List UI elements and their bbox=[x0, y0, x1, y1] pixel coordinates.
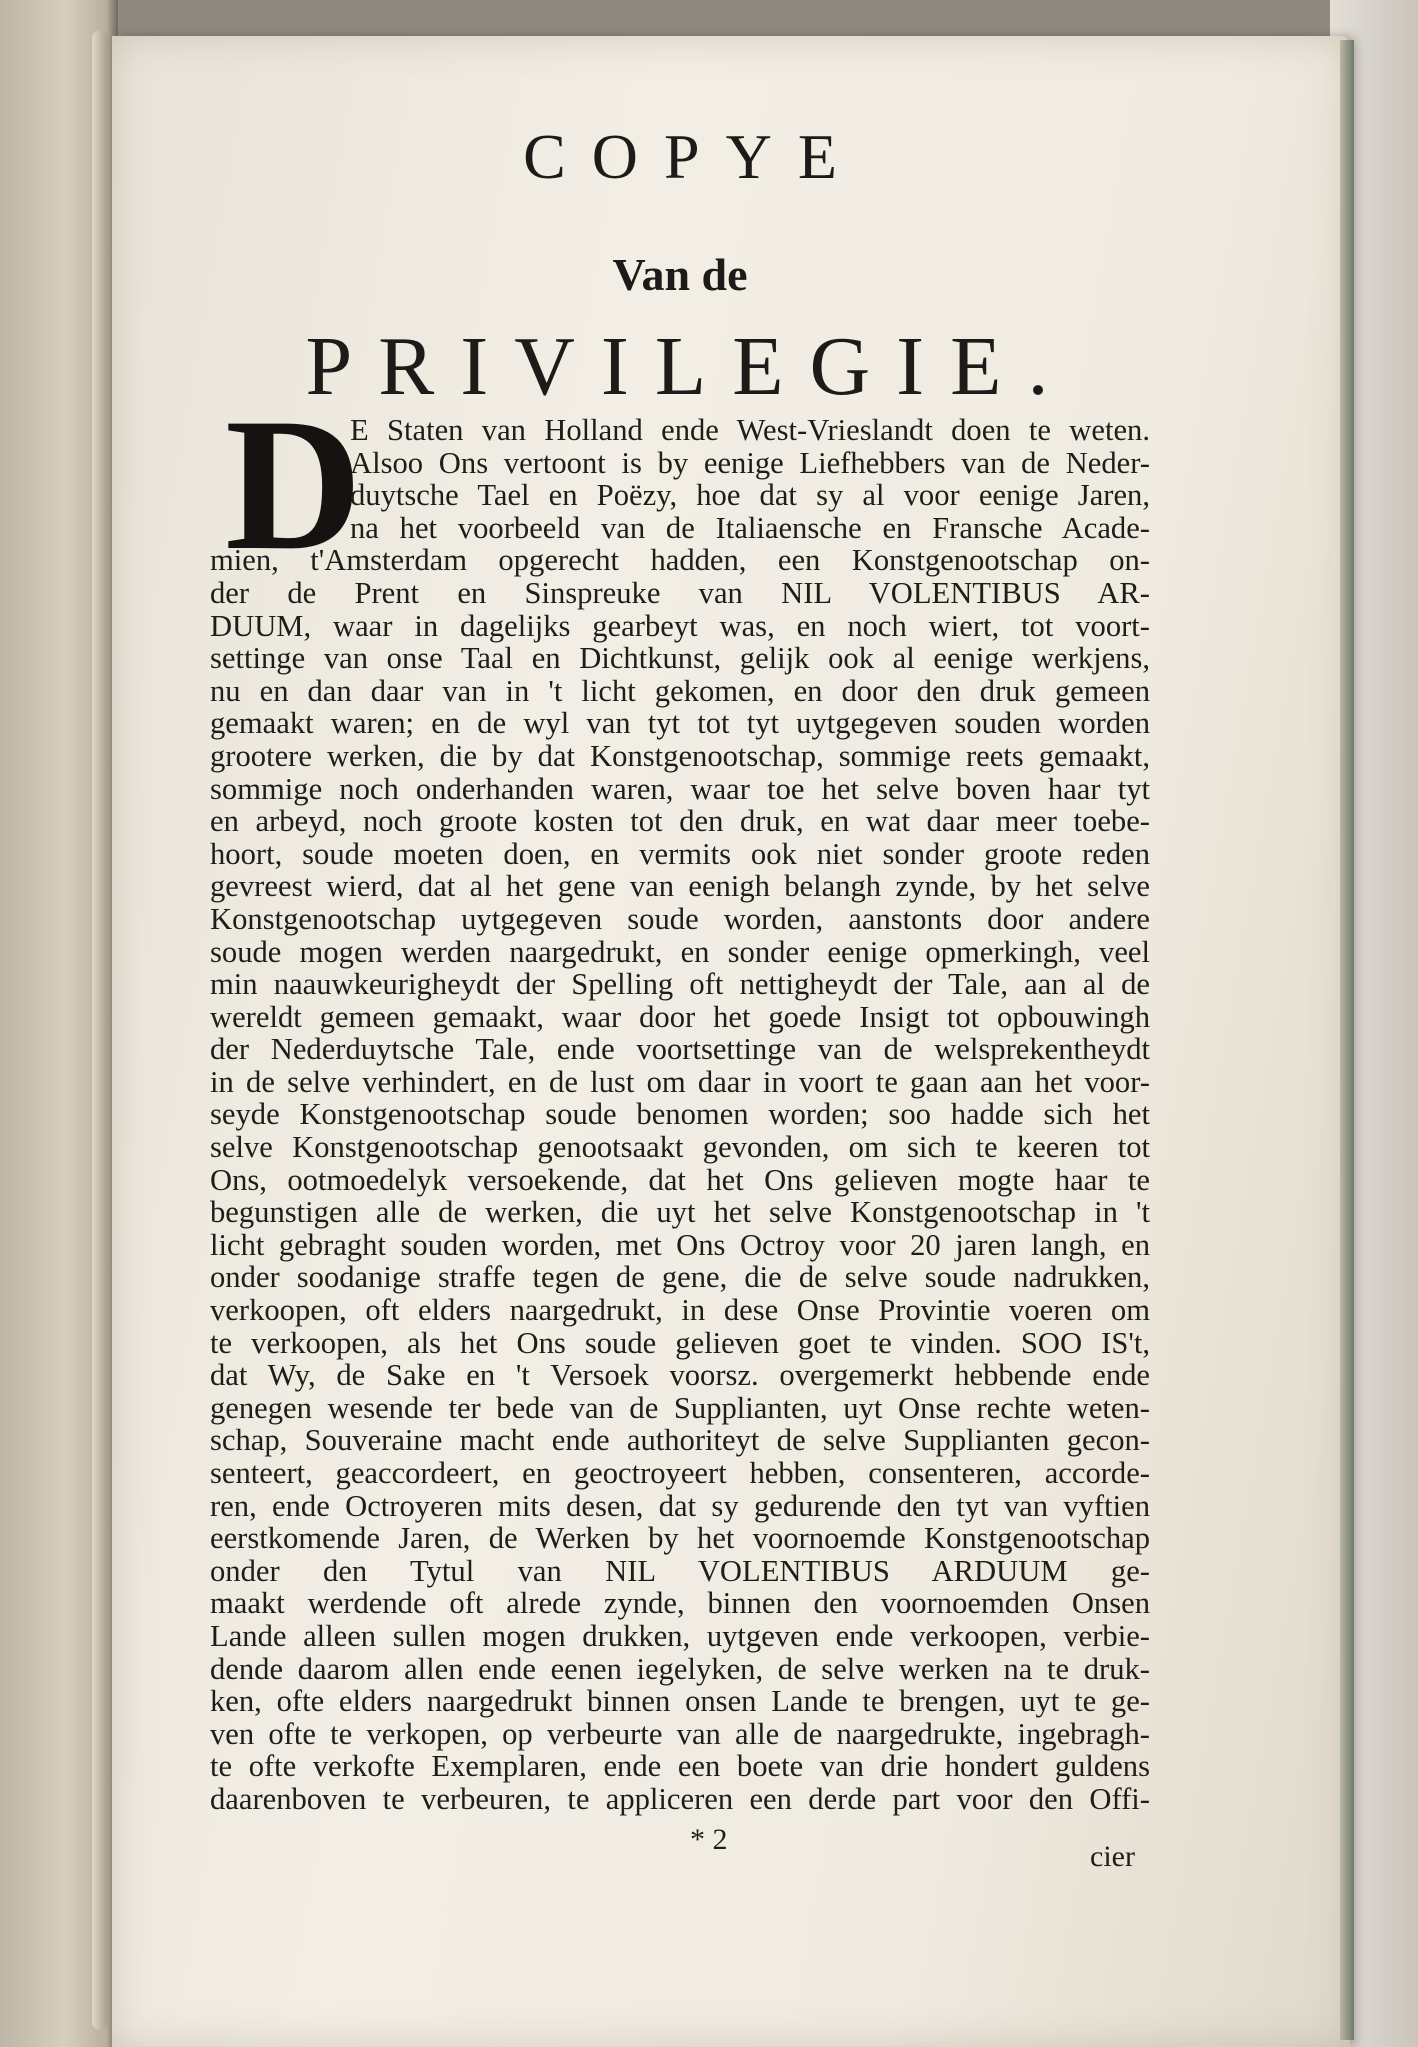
heading-privilegie: PRIVILEGIE. bbox=[305, 320, 1075, 413]
text-line: duytsche Tael en Poëzy, hoe dat sy al voor eenige Jaren, bbox=[350, 478, 1150, 513]
text-line: hoort, soude moeten doen, en vermits ook niet sonder groote reden bbox=[210, 836, 1150, 871]
text-line: Lande alleen sullen mogen drukken, uytgeven ende verkoopen, verbie- bbox=[210, 1618, 1150, 1653]
text-line: E Staten van Holland ende West-Vrieslandt doen te weten. bbox=[350, 413, 1150, 447]
text-line: grootere werken, die by dat Konstgenootschap, sommige reets gemaakt, bbox=[210, 738, 1150, 773]
text-line: na het voorbeeld van de Italiaensche en Fransche Acade- bbox=[350, 510, 1150, 545]
text-line: maakt werdende oft alrede zynde, binnen den voornoemden Onsen bbox=[210, 1586, 1150, 1621]
catchword: cier bbox=[1090, 1840, 1135, 1873]
text-line: Alsoo Ons vertoont is by eenige Liefhebbers van de Neder- bbox=[350, 445, 1150, 480]
text-line: licht gebraght souden worden, met Ons Octroy voor 20 jaren langh, en bbox=[210, 1227, 1150, 1262]
text-line: selve Konstgenootschap genootsaakt gevonden, om sich te keeren tot bbox=[210, 1130, 1150, 1165]
text-line: onder soodanige straffe tegen de gene, die de selve soude nadrukken, bbox=[210, 1260, 1150, 1295]
text-line: senteert, geaccordeert, en geoctroyeert hebben, consenteren, accorde- bbox=[210, 1456, 1150, 1490]
text-line: DUUM, waar in dagelijks gearbeyt was, en noch wiert, tot voort- bbox=[210, 608, 1150, 643]
text-line: gevreest wierd, dat al het gene van eenigh belangh zynde, by het selve bbox=[210, 869, 1150, 904]
drop-cap: D bbox=[225, 380, 363, 590]
text-line: dat Wy, de Sake en 't Versoek voorsz. overgemerkt hebbende ende bbox=[210, 1358, 1150, 1393]
text-line: wereldt gemeen gemaakt, waar door het goede Insigt tot opbouwingh bbox=[210, 999, 1150, 1034]
privilege-text bbox=[210, 414, 1150, 1816]
left-page-curl bbox=[92, 30, 108, 2030]
text-line: min naauwkeurigheydt der Spelling oft nettigheydt der Tale, aan al de bbox=[210, 967, 1150, 1002]
text-line: in de selve verhindert, en de lust om daar in voort te gaan aan het voor- bbox=[210, 1064, 1150, 1099]
text-line: dende daarom allen ende eenen iegelyken, de selve werken na te druk- bbox=[210, 1651, 1150, 1686]
text-line: Ons, ootmoedelyk versoekende, dat het Ons gelieven mogte haar te bbox=[210, 1162, 1150, 1197]
text-line: eerstkomende Jaren, de Werken by het voornoemde Konstgenootschap bbox=[210, 1521, 1150, 1556]
text-line: soude mogen werden naargedrukt, en sonder eenige opmerkingh, veel bbox=[210, 934, 1150, 969]
text-line: mien, t'Amsterdam opgerecht hadden, een Konstgenootschap on- bbox=[210, 543, 1150, 578]
text-line: en arbeyd, noch groote kosten tot den druk, en wat daar meer toebe- bbox=[210, 804, 1150, 839]
text-line: der de Prent en Sinspreuke van NIL VOLENTIBUS AR- bbox=[210, 575, 1150, 610]
heading-copye: COPYE bbox=[523, 121, 863, 192]
text-line: ren, ende Octroyeren mits desen, dat sy gedurende den tyt van vyftien bbox=[210, 1488, 1150, 1523]
text-line: ven ofte te verkopen, op verbeurte van alle de naargedrukte, ingebragh- bbox=[210, 1716, 1150, 1751]
text-line: gemaakt waren; en de wyl van tyt tot tyt uytgegeven souden worden bbox=[210, 706, 1150, 741]
text-line: daarenboven te verbeuren, te appliceren een derde part voor den Offi- bbox=[210, 1781, 1150, 1816]
text-line: verkoopen, oft elders naargedrukt, in dese Onse Provintie voeren om bbox=[210, 1293, 1150, 1328]
text-line: seyde Konstgenootschap soude benomen worden; soo hadde sich het bbox=[210, 1097, 1150, 1132]
heading-van-de: Van de bbox=[612, 249, 748, 300]
text-line: te verkoopen, als het Ons soude gelieven goet te vinden. SOO IS't, bbox=[210, 1325, 1150, 1360]
text-line: schap, Souveraine macht ende authoriteyt de selve Supplianten gecon- bbox=[210, 1423, 1150, 1458]
text-line: ken, ofte elders naargedrukt binnen onsen Lande te brengen, uyt te ge- bbox=[210, 1684, 1150, 1719]
text-line: begunstigen alle de werken, die uyt het selve Konstgenootschap in 't bbox=[210, 1195, 1150, 1230]
page-fore-edge bbox=[1340, 40, 1354, 2040]
signature-mark: * 2 bbox=[690, 1823, 728, 1856]
text-line: genegen wesende ter bede van de Supplianten, uyt Onse rechte weten- bbox=[210, 1390, 1150, 1425]
text-line: nu en dan daar van in 't licht gekomen, en door den druk gemeen bbox=[210, 673, 1150, 708]
text-line: der Nederduytsche Tale, ende voortsettinge van de welsprekentheydt bbox=[210, 1032, 1150, 1067]
text-line: te ofte verkofte Exemplaren, ende een boete van drie hondert guldens bbox=[210, 1749, 1150, 1784]
text-line: settinge van onse Taal en Dichtkunst, gelijk ook al eenige werkjens, bbox=[210, 641, 1150, 676]
text-line: Konstgenootschap uytgegeven soude worden, aanstonts door andere bbox=[210, 901, 1150, 936]
text-line: sommige noch onderhanden waren, waar toe het selve boven haar tyt bbox=[210, 771, 1150, 806]
text-line: onder den Tytul van NIL VOLENTIBUS ARDUUM ge- bbox=[210, 1553, 1150, 1588]
